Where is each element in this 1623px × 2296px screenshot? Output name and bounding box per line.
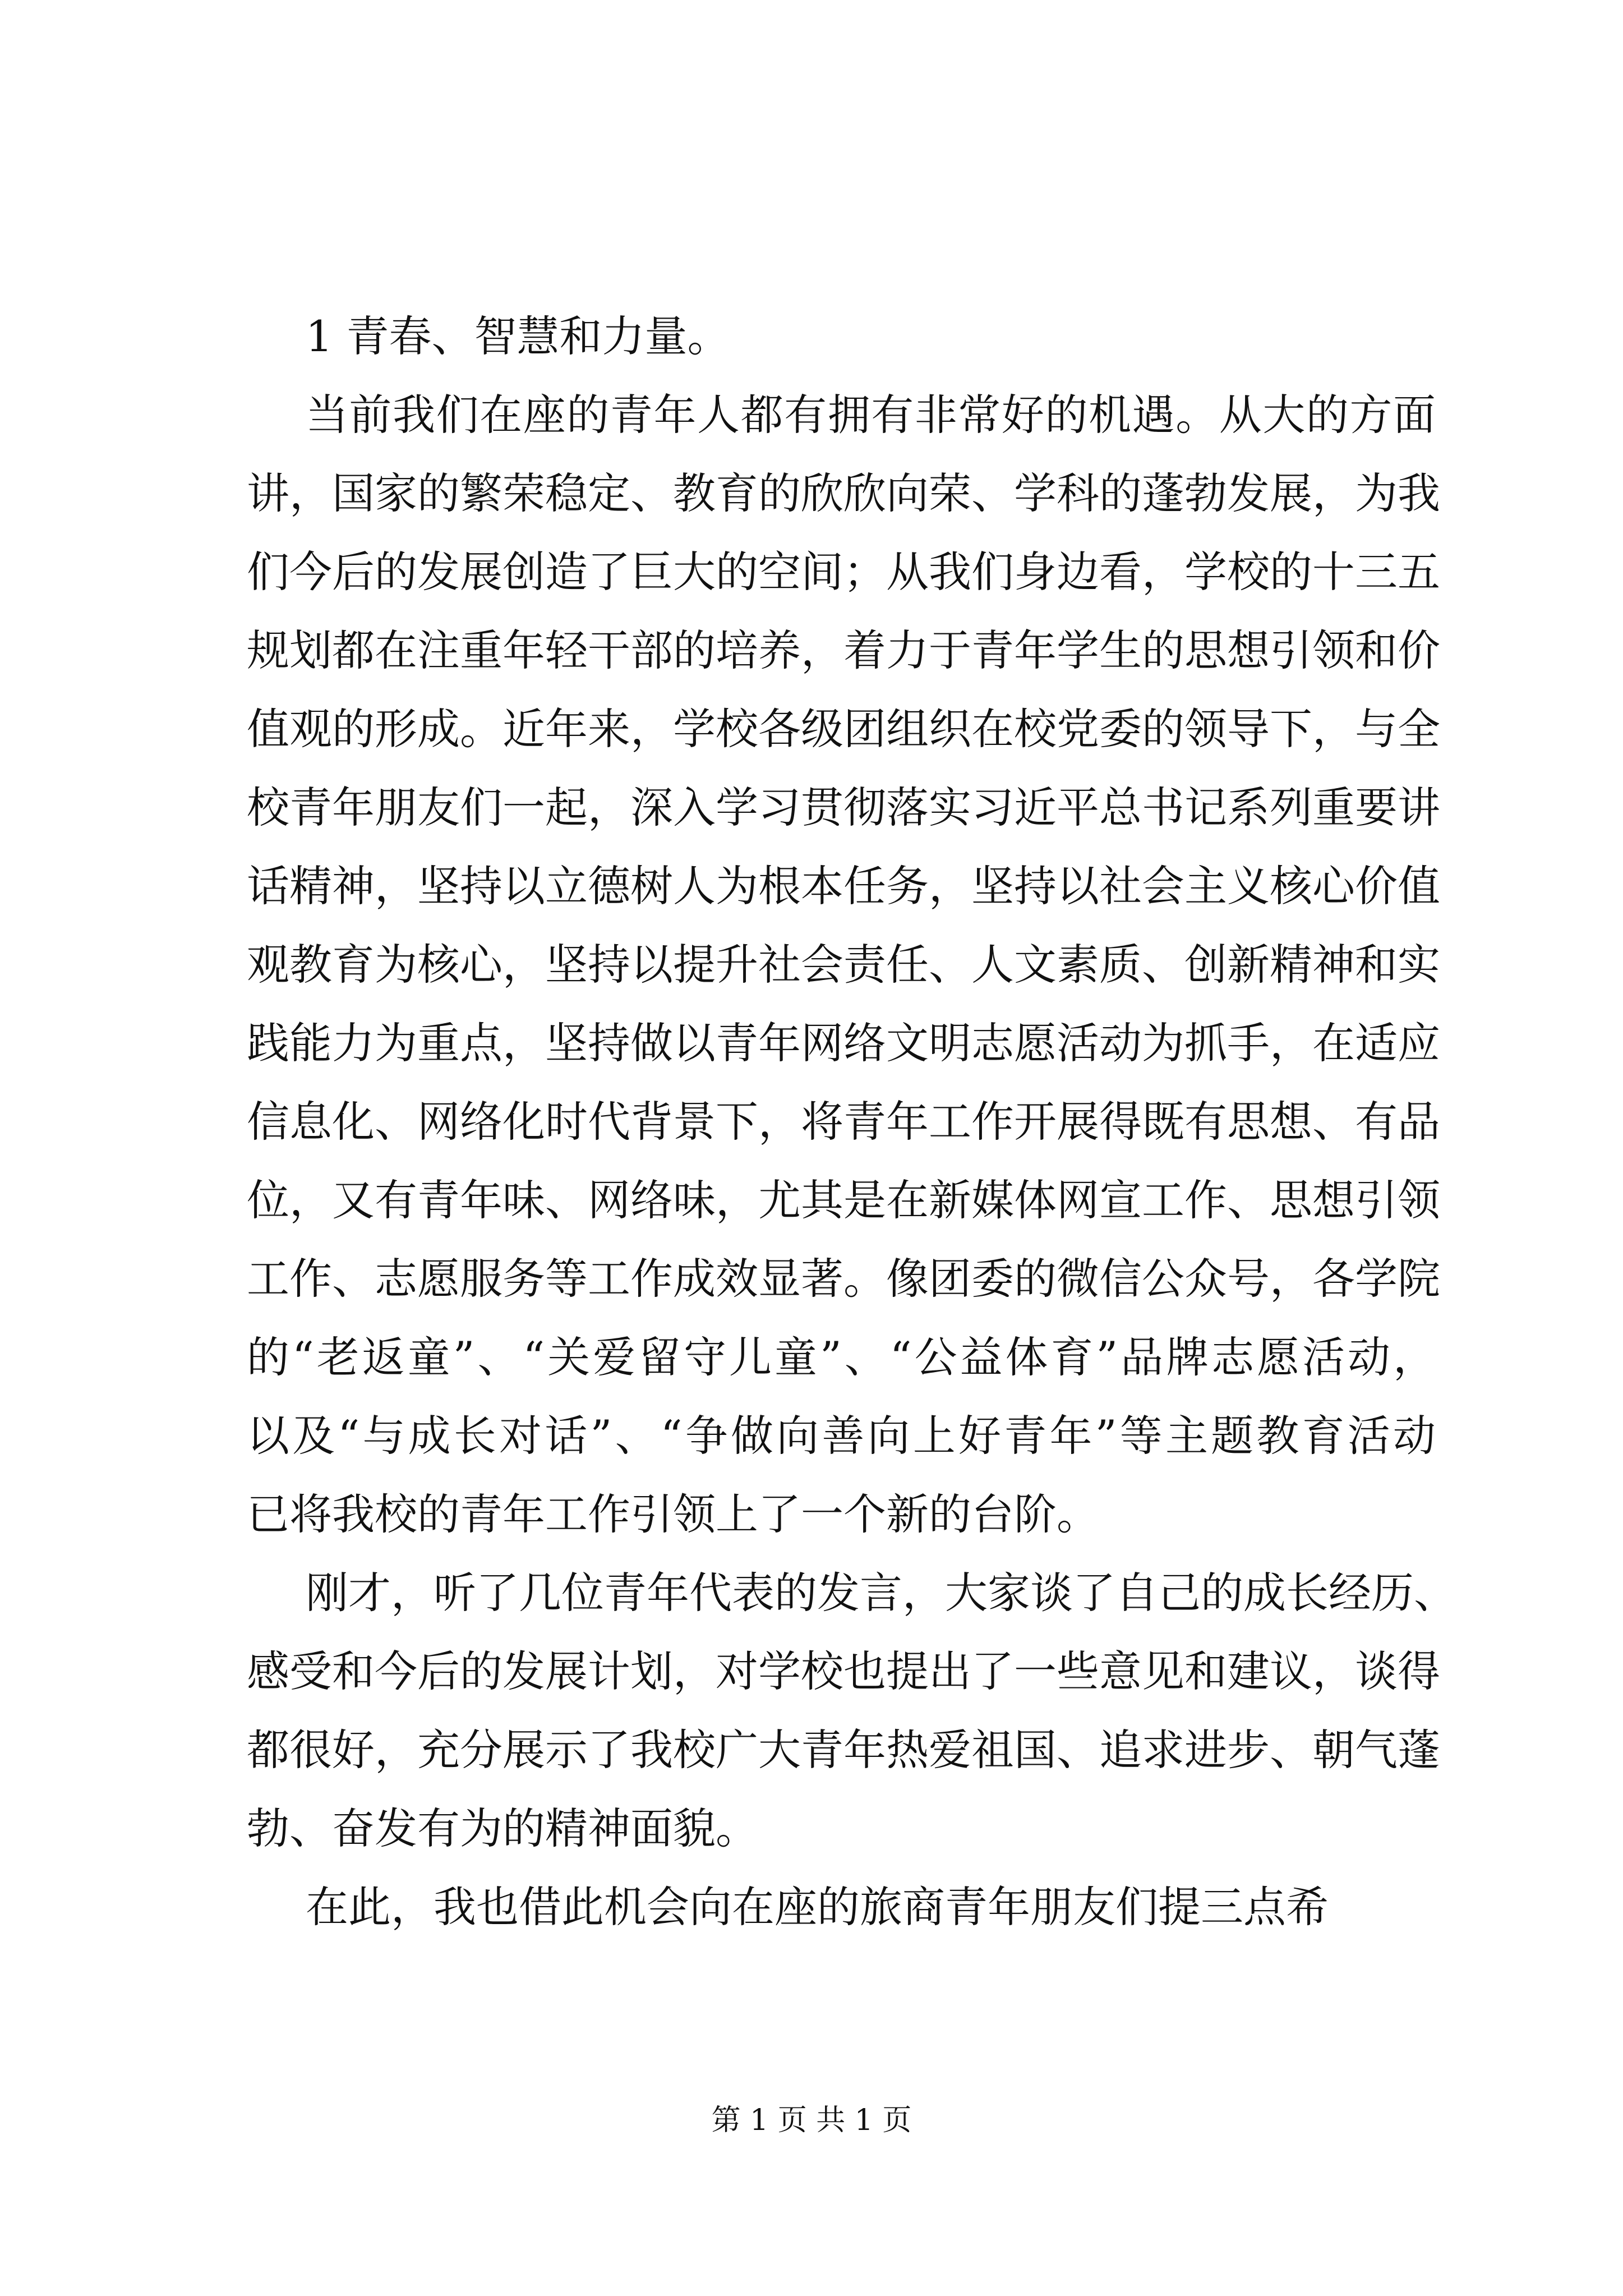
paragraph-line: 1 青春、智慧和力量。: [306, 311, 730, 361]
paragraph-line: 在此，我也借此机会向在座的旅商青年朋友们提三点希: [306, 1882, 1329, 1932]
paragraph-line: 当前我们在座的青年人都有拥有非常好的机遇。从大的方面: [306, 390, 1436, 440]
paragraph-line: 工作、志愿服务等工作成效显著。像团委的微信公众号，各学院: [247, 1254, 1440, 1304]
paragraph-line: 都很好，充分展示了我校广大青年热爱祖国、追求进步、朝气蓬: [247, 1725, 1440, 1775]
paragraph-line: 感受和今后的发展计划，对学校也提出了一些意见和建议，谈得: [247, 1646, 1440, 1696]
paragraph-line: 践能力为重点，坚持做以青年网络文明志愿活动为抓手，在适应: [247, 1018, 1440, 1068]
paragraph-line: 们今后的发展创造了巨大的空间；从我们身边看，学校的十三五: [247, 547, 1440, 597]
paragraph-line: 信息化、网络化时代背景下，将青年工作开展得既有思想、有品: [247, 1097, 1440, 1147]
paragraph-line: 讲，国家的繁荣稳定、教育的欣欣向荣、学科的蓬勃发展，为我: [247, 468, 1440, 518]
paragraph-line: 以及“与成长对话”、“争做向善向上好青年”等主题教育活动: [247, 1411, 1436, 1461]
paragraph-line: 规划都在注重年轻干部的培养，着力于青年学生的思想引领和价: [247, 625, 1440, 675]
paragraph-line: 观教育为核心，坚持以提升社会责任、人文素质、创新精神和实: [247, 940, 1440, 990]
paragraph-line: 话精神，坚持以立德树人为根本任务，坚持以社会主义核心价值: [247, 861, 1440, 911]
page-footer: 第 1 页 共 1 页: [711, 2104, 912, 2137]
paragraph-line: 勃、奋发有为的精神面貌。: [247, 1803, 758, 1853]
paragraph-line: 位，又有青年味、网络味，尤其是在新媒体网宣工作、思想引领: [247, 1175, 1440, 1225]
paragraph-line: 刚才，听了几位青年代表的发言，大家谈了自己的成长经历、: [306, 1568, 1456, 1618]
paragraph-line: 已将我校的青年工作引领上了一个新的台阶。: [247, 1489, 1099, 1539]
paragraph-line: 值观的形成。近年来，学校各级团组织在校党委的领导下，与全: [247, 704, 1440, 754]
paragraph-line: 校青年朋友们一起，深入学习贯彻落实习近平总书记系列重要讲: [247, 783, 1440, 832]
paragraph-line: 的“老返童”、“关爱留守儿童”、“公益体育”品牌志愿活动，: [247, 1332, 1436, 1382]
